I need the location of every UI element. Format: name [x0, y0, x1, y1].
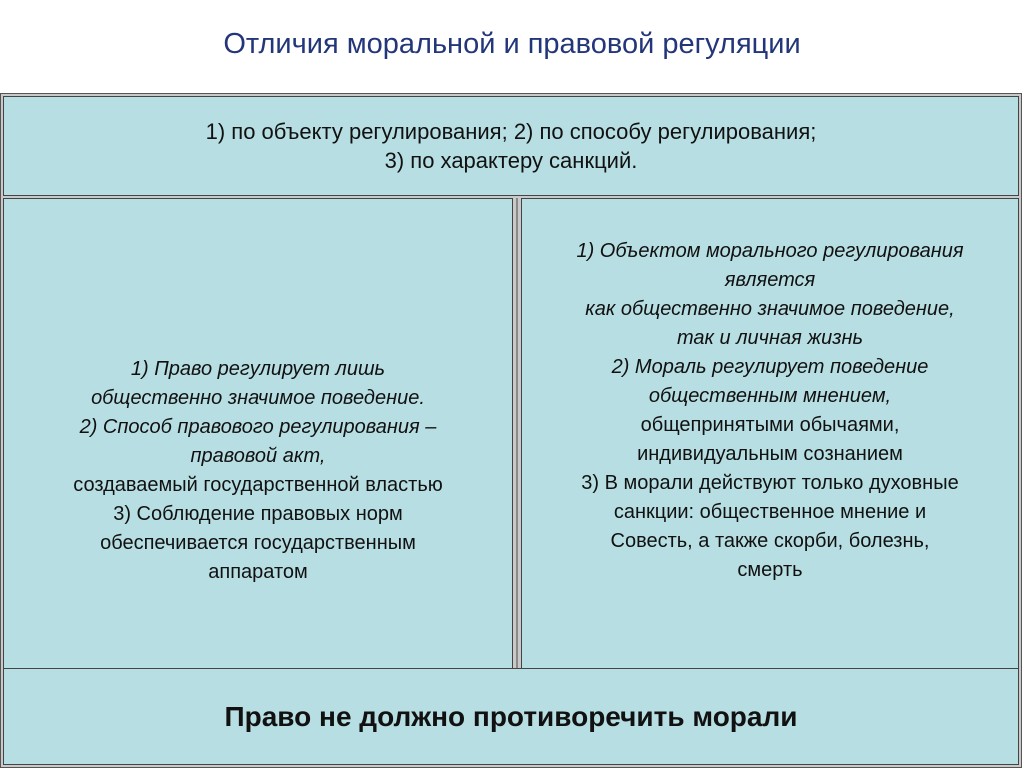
law-line: правовой акт, — [190, 444, 326, 467]
conclusion-text: Право не должно противоречить морали — [224, 700, 798, 732]
conclusion-box — [3, 668, 1019, 765]
morality-line: является — [724, 269, 816, 291]
law-column — [3, 198, 513, 743]
morality-line: индивидуальным сознанием — [637, 443, 903, 465]
law-line: создаваемый государственной властью — [73, 473, 443, 496]
column-divider — [516, 198, 518, 743]
criteria-line-2: 3) по характеру санкций. — [384, 148, 638, 173]
law-line: общественно значимое поведение. — [91, 386, 425, 409]
morality-line: 3) В морали действуют только духовные — [581, 472, 959, 494]
morality-line: как общественно значимое поведение, — [585, 298, 955, 320]
morality-line: общественным мнением, — [648, 385, 892, 407]
morality-column — [521, 198, 1019, 743]
law-line: 1) Право регулирует лишь — [130, 357, 386, 380]
morality-line: 1) Объектом морального регулирования — [576, 240, 964, 262]
morality-line: Совесть, а также скорби, болезнь, — [610, 530, 930, 552]
morality-line: санкции: общественное мнение и — [613, 501, 927, 523]
slide-title: Отличия моральной и правовой регуляции — [223, 28, 801, 60]
law-line: аппаратом — [208, 560, 308, 583]
criteria-line-1: 1) по объекту регулирования; 2) по способу регулирования; — [205, 119, 817, 144]
law-line: обеспечивается государственным — [100, 531, 416, 554]
criteria-box — [3, 96, 1019, 196]
morality-line: смерть — [737, 559, 803, 581]
morality-line: общепринятыми обычаями, — [640, 414, 900, 436]
law-line: 3) Соблюдение правовых норм — [113, 502, 403, 525]
morality-line: 2) Мораль регулирует поведение — [611, 356, 929, 378]
comparison-frame — [0, 93, 1022, 768]
law-line: 2) Способ правового регулирования – — [79, 415, 437, 438]
morality-line: так и личная жизнь — [676, 327, 864, 349]
